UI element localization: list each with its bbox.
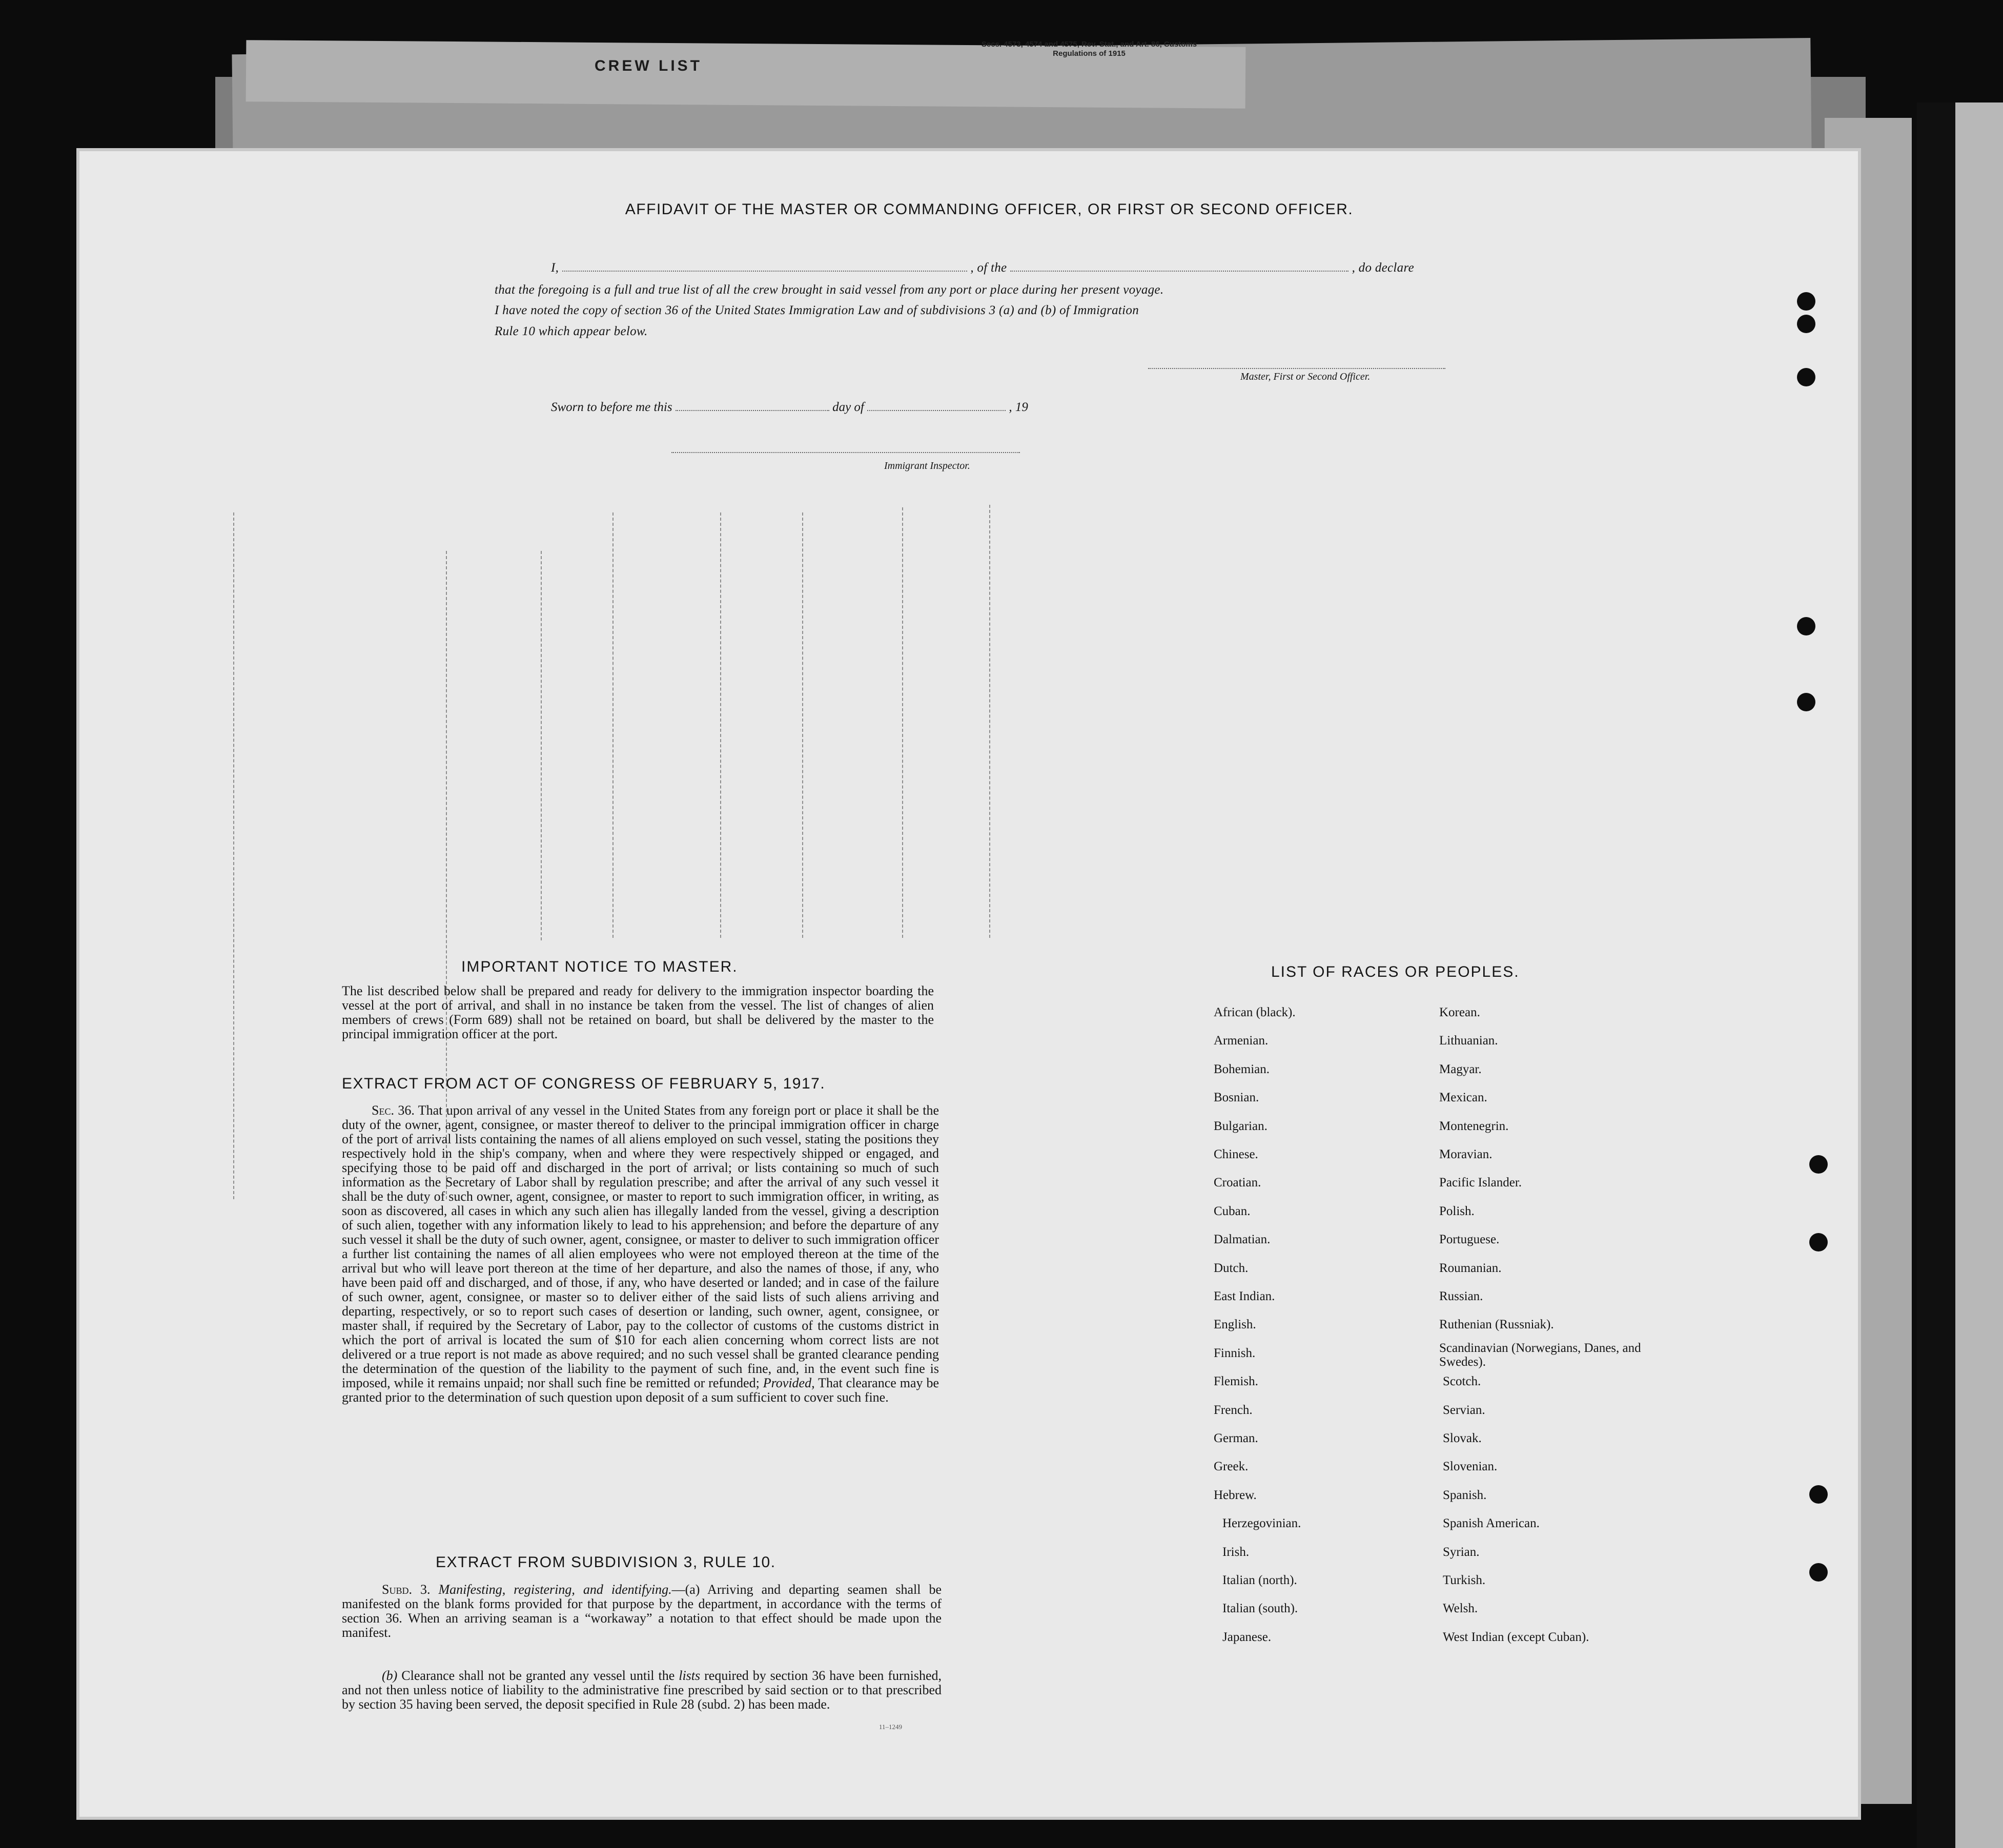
race-item: West Indian (except Cuban). — [1443, 1630, 1589, 1644]
race-item: Bohemian. — [1214, 1062, 1270, 1076]
column-rule — [446, 551, 447, 1199]
day-of-label: day of — [832, 400, 864, 414]
race-item: Spanish American. — [1443, 1516, 1540, 1530]
punch-hole — [1809, 1485, 1828, 1504]
race-item: Finnish. — [1214, 1346, 1256, 1360]
punch-hole — [1797, 617, 1815, 635]
master-signature-line[interactable] — [1148, 368, 1445, 369]
statute-reference: Secs. 4573, 4574 and 4575, Rev. Stat., and Art. 86, Customs Regulations of 1915 — [981, 40, 1197, 58]
punch-hole — [1797, 292, 1815, 311]
race-item: Pacific Islander. — [1439, 1176, 1522, 1189]
column-rule — [541, 551, 542, 940]
affidavit-do-declare: , do declare — [1352, 261, 1414, 275]
punch-hole — [1809, 1563, 1828, 1582]
notice-text: The list described below shall be prepared and ready for delivery to the immigration inspector boarding the vessel at the port of arrival, and shall in no instance be taken from the vessel. The list of changes of alien members of crews (Form 689) shall not be retained on board, but shall be delivered by the master to the principal immigration officer at the port. — [342, 983, 934, 1041]
column-rule — [233, 512, 234, 1199]
race-item: Montenegrin. — [1439, 1119, 1509, 1133]
race-item: Cuban. — [1214, 1204, 1251, 1218]
race-item: Polish. — [1439, 1204, 1475, 1218]
race-item: Portuguese. — [1439, 1233, 1500, 1246]
race-item: Ruthenian (Russniak). — [1439, 1318, 1554, 1331]
race-item: Moravian. — [1439, 1147, 1493, 1161]
race-item: Bosnian. — [1214, 1091, 1259, 1104]
race-item: Turkish. — [1443, 1573, 1486, 1587]
affidavit-i: I, — [551, 261, 559, 275]
notice-title: IMPORTANT NOTICE TO MASTER. — [461, 958, 738, 975]
affidavit-line-3: I have noted the copy of section 36 of the United States Immigration Law and of subdivisions 3 (a) and (b) of Immigration — [495, 303, 1139, 317]
affidavit-line-4: Rule 10 which appear below. — [495, 324, 648, 338]
section-36-end: That clearance may be granted prior to the determination of such question upon deposit of a sum sufficient to cover such fine. — [342, 1375, 939, 1405]
act-title: EXTRACT FROM ACT OF CONGRESS OF FEBRUARY 5, 1917. — [342, 1075, 826, 1092]
race-item: Welsh. — [1443, 1601, 1478, 1615]
race-item: Servian. — [1443, 1403, 1485, 1417]
punch-hole — [1797, 368, 1815, 386]
subd-label: Subd. 3. — [382, 1582, 431, 1597]
inspector-caption: Immigrant Inspector. — [884, 460, 970, 471]
race-item: Armenian. — [1214, 1034, 1269, 1048]
subdivision-b-text — [342, 1669, 942, 1712]
race-item: Russian. — [1439, 1289, 1483, 1303]
section-36-text — [342, 1103, 939, 1405]
rule-10-title: EXTRACT FROM SUBDIVISION 3, RULE 10. — [436, 1554, 776, 1571]
race-item: Scotch. — [1443, 1374, 1481, 1388]
race-item: Irish. — [1222, 1545, 1250, 1559]
subdivision-a-text — [342, 1583, 942, 1640]
sworn-line — [551, 400, 1028, 415]
section-label: Sec. 36. — [372, 1103, 415, 1118]
subd-b-body-2: required by section 36 have been furnished, and not then unless notice of liability to the administrative fine prescribed by said section or to that prescribed by section 35 having been served, the deposit specified in Rule 28 (subd. 2) has been made. — [342, 1668, 942, 1712]
race-item: Slovenian. — [1443, 1460, 1498, 1473]
punch-hole — [1797, 315, 1815, 333]
races-title: LIST OF RACES OR PEOPLES. — [1271, 963, 1520, 980]
race-item: Magyar. — [1439, 1062, 1482, 1076]
sworn-month-blank[interactable] — [867, 400, 1006, 411]
sworn-day-blank[interactable] — [676, 400, 829, 411]
race-item: Bulgarian. — [1214, 1119, 1268, 1133]
race-item: Hebrew. — [1214, 1488, 1257, 1502]
race-item: Dutch. — [1214, 1261, 1249, 1275]
vessel-blank[interactable] — [1010, 260, 1348, 272]
race-item: Italian (north). — [1222, 1573, 1297, 1587]
race-item: Italian (south). — [1222, 1601, 1298, 1615]
race-item: Korean. — [1439, 1005, 1480, 1019]
punch-hole — [1809, 1233, 1828, 1251]
column-rule — [902, 507, 903, 938]
subd-b-lists: lists — [679, 1668, 701, 1683]
sworn-label: Sworn to before me this — [551, 400, 672, 414]
race-item: Croatian. — [1214, 1176, 1261, 1189]
punch-hole — [1797, 693, 1815, 711]
race-item: Spanish. — [1443, 1488, 1487, 1502]
inspector-signature-line[interactable] — [671, 452, 1020, 453]
race-item: French. — [1214, 1403, 1253, 1417]
race-item: Chinese. — [1214, 1147, 1258, 1161]
subd-a-label: —(a) — [671, 1582, 700, 1597]
race-item: Dalmatian. — [1214, 1233, 1271, 1246]
column-rule — [612, 512, 614, 938]
binder-gap — [1917, 102, 1955, 1848]
name-blank[interactable] — [562, 260, 967, 272]
affidavit-of-the: , of the — [970, 261, 1007, 275]
affidavit-line-2: that the foregoing is a full and true list of all the crew brought in said vessel from any port or place during her present voyage. — [495, 283, 1164, 297]
provided-word: Provided, — [763, 1375, 815, 1390]
subd-heading: Manifesting, registering, and identifying. — [438, 1582, 672, 1597]
race-item: English. — [1214, 1318, 1256, 1331]
race-item: East Indian. — [1214, 1289, 1275, 1303]
race-item: Mexican. — [1439, 1091, 1487, 1104]
affidavit-declaration-line — [495, 260, 1468, 275]
subd-b-body-1: Clearance shall not be granted any vessel until the — [401, 1668, 675, 1683]
year-prefix: , 19 — [1009, 400, 1028, 414]
race-item: Greek. — [1214, 1460, 1249, 1473]
column-rule — [720, 512, 721, 938]
race-item: African (black). — [1214, 1005, 1296, 1019]
adjacent-page-edge — [1955, 102, 2003, 1848]
race-item: Herzegovinian. — [1222, 1516, 1301, 1530]
form-number: 11–1249 — [879, 1723, 903, 1731]
section-36-body: That upon arrival of any vessel in the United States from any foreign port or place it shall be the duty of the owner, agent, consignee, or master thereof to deliver to the principal immigration officer in charge of the port of arrival lists containing the names of all aliens employed on such vessel, stating the positions they respectively hold in the ship's company, when and where they were respectively shipped or engaged, and specifying those to be paid off and discharged in the port of arrival; or lists containing so much of such information as the Secretary of Labor shall by regulation prescribe; and after the arrival of any such vessel it shall be the duty of such owner, agent, consignee, or master to report to such immigration officer, in writing, as soon as discovered, all cases in which any such alien has illegally landed from the vessel, giving a description of such alien, together with any information likely to lead to his apprehension; and before the departure of any such vessel it shall be the duty of such owner, agent, consignee, or master to deliver to such immigration officer a further list containing the names of all alien employees who were not employed thereon at the time of the arrival but who will leave port thereon at the time of her departure, and also the names of those, if any, who have been paid off and discharged, and of those, if any, who have deserted or landed; and in case of the failure of such owner, agent, consignee, or master so to deliver either of the said lists of such aliens arriving and departing, respectively, or so to report such cases of desertion or landing, such owner, agent, consignee, or master shall, if required by the Secretary of Labor, pay to the collector of customs of the customs district in which the port of arrival is located the sum of $10 for each alien concerning whom correct lists are not delivered or a true report is not made as above required; and no such vessel shall be granted clearance pending the determination of the question of the liability to the payment of such fine, and, in the event such fine is imposed, while it remains unpaid; nor shall such fine be remitted or refunded; — [342, 1103, 939, 1390]
race-item: German. — [1214, 1431, 1258, 1445]
race-item: Lithuanian. — [1439, 1034, 1498, 1048]
race-item: Syrian. — [1443, 1545, 1480, 1559]
affidavit-title: AFFIDAVIT OF THE MASTER OR COMMANDING OFFICER, OR FIRST OR SECOND OFFICER. — [625, 201, 1354, 218]
race-item: Slovak. — [1443, 1431, 1482, 1445]
column-rule — [802, 512, 803, 938]
punch-hole — [1809, 1155, 1828, 1174]
race-item: Flemish. — [1214, 1374, 1258, 1388]
master-caption: Master, First or Second Officer. — [1240, 371, 1371, 382]
race-item: Roumanian. — [1439, 1261, 1502, 1275]
crew-list-label: CREW LIST — [595, 57, 702, 74]
subd-a-body: Arriving and departing seamen shall be manifested on the blank forms provided for that purpose by the department, in accordance with the terms of section 36. When an arriving seaman is a “workaway” a notation to that effect should be made upon the manifest. — [342, 1582, 942, 1640]
race-item: Scandinavian (Norwegians, Danes, and Swedes). — [1439, 1341, 1641, 1369]
subd-b-label: (b) — [382, 1668, 398, 1683]
column-rule — [989, 505, 990, 938]
race-item: Japanese. — [1222, 1630, 1272, 1644]
